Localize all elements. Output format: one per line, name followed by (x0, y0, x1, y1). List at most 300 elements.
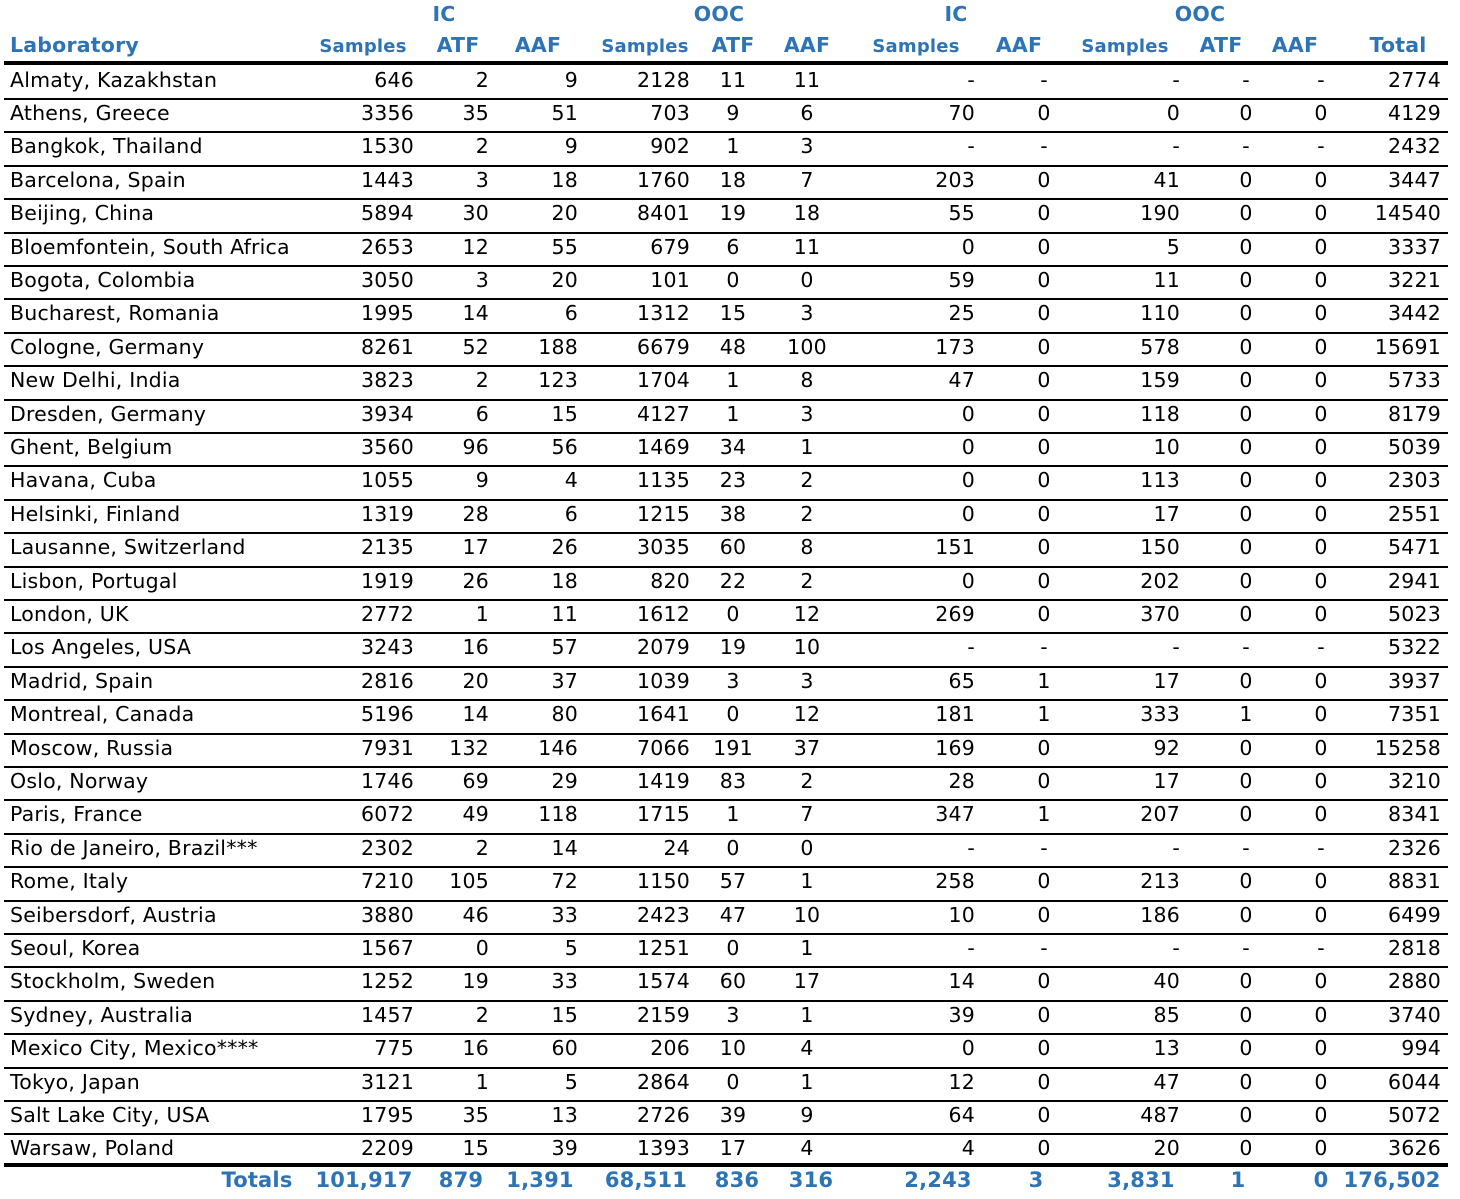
table-cell: 1312 (637, 301, 690, 326)
table-cell: 0 (1314, 201, 1328, 226)
table-cell: 1746 (361, 768, 414, 793)
table-cell: 60 (551, 1036, 578, 1061)
laboratory-name: Warsaw, Poland (10, 1136, 175, 1161)
table-cell: 69 (462, 768, 489, 793)
laboratory-name: New Delhi, India (10, 368, 181, 393)
table-cell: 14540 (1374, 201, 1441, 226)
table-cell: 37 (793, 735, 821, 760)
totals-cell: 1 (1230, 1168, 1246, 1192)
table-cell: 3442 (1388, 301, 1441, 326)
table-cell: 169 (935, 735, 975, 760)
table-cell: 14 (551, 835, 578, 860)
table-cell: 6499 (1388, 902, 1441, 927)
table-cell: 347 (935, 802, 975, 827)
table-cell: 0 (1314, 368, 1328, 393)
table-cell: 7210 (361, 869, 414, 894)
row-divider (4, 799, 1448, 801)
group-header: OOC (1174, 2, 1226, 26)
table-cell: 14 (462, 301, 489, 326)
table-cell: 333 (1140, 702, 1180, 727)
table-cell: 0 (1037, 969, 1051, 994)
totals-cell: 316 (788, 1168, 834, 1192)
table-cell: 1 (800, 1002, 814, 1027)
table-cell: 5322 (1388, 635, 1441, 660)
table-cell: 3 (800, 668, 814, 693)
table-cell: 2302 (361, 835, 414, 860)
table-cell: - (1242, 935, 1250, 960)
table-cell: 1419 (637, 768, 690, 793)
table-cell: 72 (551, 869, 578, 894)
column-header: Laboratory (10, 33, 139, 57)
row-divider (4, 298, 1448, 300)
table-cell: 1641 (637, 702, 690, 727)
laboratory-name: Rio de Janeiro, Brazil*** (10, 835, 258, 860)
table-cell: 0 (1314, 902, 1328, 927)
totals-cell: 1,391 (506, 1168, 574, 1192)
table-cell: 2774 (1388, 67, 1441, 92)
table-cell: 15 (551, 1002, 578, 1027)
table-cell: 5196 (361, 702, 414, 727)
table-cell: 3243 (361, 635, 414, 660)
table-cell: 18 (551, 568, 578, 593)
table-cell: 1150 (637, 869, 690, 894)
column-header: AAF (995, 33, 1043, 57)
table-cell: 1 (726, 134, 740, 159)
table-cell: 7 (800, 802, 814, 827)
table-cell: 0 (1239, 735, 1253, 760)
table-cell: 0 (1037, 869, 1051, 894)
table-cell: 6 (475, 401, 489, 426)
table-cell: 96 (462, 434, 489, 459)
table-cell: - (1242, 134, 1250, 159)
column-header: Samples (601, 36, 689, 57)
table-cell: 3447 (1388, 167, 1441, 192)
laboratory-name: Los Angeles, USA (10, 635, 192, 660)
table-cell: 57 (551, 635, 578, 660)
table-cell: 56 (551, 434, 578, 459)
table-cell: 18 (793, 201, 821, 226)
table-cell: 23 (719, 468, 747, 493)
table-cell: 0 (726, 935, 740, 960)
table-cell: 1574 (637, 969, 690, 994)
row-divider (4, 866, 1448, 868)
table-cell: 258 (935, 869, 975, 894)
totals-cell: 3 (1028, 1168, 1044, 1192)
table-cell: 9 (564, 134, 578, 159)
table-cell: 8831 (1388, 869, 1441, 894)
row-divider (4, 1133, 1448, 1135)
table-cell: 0 (1037, 201, 1051, 226)
table-cell: 30 (462, 201, 489, 226)
table-cell: 1 (800, 935, 814, 960)
table-cell: 8401 (637, 201, 690, 226)
table-cell: 0 (1037, 1069, 1051, 1094)
table-cell: 33 (551, 902, 578, 927)
table-cell: 207 (1140, 802, 1180, 827)
table-cell: 18 (551, 167, 578, 192)
table-cell: 113 (1140, 468, 1180, 493)
table-cell: 775 (374, 1036, 414, 1061)
laboratory-name: Bucharest, Romania (10, 301, 220, 326)
table-cell: 0 (726, 601, 740, 626)
table-cell: 2 (475, 67, 489, 92)
table-cell: 679 (650, 234, 690, 259)
table-cell: 2 (800, 501, 814, 526)
table-cell: 0 (961, 501, 975, 526)
table-cell: 0 (961, 401, 975, 426)
table-cell: 15 (719, 301, 747, 326)
table-cell: 6044 (1388, 1069, 1441, 1094)
totals-label: Totals (221, 1168, 293, 1192)
table-cell: - (1317, 635, 1325, 660)
table-cell: - (1242, 67, 1250, 92)
table-cell: 49 (462, 802, 489, 827)
table-cell: 1704 (637, 368, 690, 393)
column-header: Samples (319, 36, 407, 57)
table-cell: 2 (800, 468, 814, 493)
laboratory-name: Salt Lake City, USA (10, 1102, 210, 1127)
table-cell: 0 (1239, 902, 1253, 927)
table-cell: 0 (1239, 1102, 1253, 1127)
table-cell: 0 (1239, 802, 1253, 827)
table-cell: 11 (793, 234, 821, 259)
table-cell: - (1172, 835, 1180, 860)
table-cell: 181 (935, 702, 975, 727)
table-cell: 213 (1140, 869, 1180, 894)
table-cell: 0 (1037, 735, 1051, 760)
table-cell: 60 (719, 969, 747, 994)
table-cell: 0 (475, 935, 489, 960)
table-cell: 5039 (1388, 434, 1441, 459)
table-cell: 0 (1314, 668, 1328, 693)
row-divider (4, 332, 1448, 334)
table-cell: 0 (1314, 802, 1328, 827)
table-cell: 0 (1037, 568, 1051, 593)
table-cell: 22 (719, 568, 747, 593)
table-cell: 8341 (1388, 802, 1441, 827)
table-cell: 2326 (1388, 835, 1441, 860)
laboratory-name: Ghent, Belgium (10, 434, 173, 459)
laboratory-name: Paris, France (10, 802, 143, 827)
row-divider (4, 131, 1448, 133)
table-cell: 6679 (637, 334, 690, 359)
table-cell: 1443 (361, 167, 414, 192)
table-cell: 0 (1037, 1102, 1051, 1127)
table-cell: 0 (1037, 334, 1051, 359)
table-cell: 3880 (361, 902, 414, 927)
table-cell: 6 (800, 100, 814, 125)
table-cell: 59 (948, 267, 975, 292)
column-header: ATF (436, 33, 480, 57)
table-cell: 0 (1239, 1069, 1253, 1094)
row-divider (4, 265, 1448, 267)
table-cell: 47 (948, 368, 975, 393)
table-cell: 3 (800, 134, 814, 159)
laboratory-name: Seoul, Korea (10, 935, 141, 960)
table-cell: 35 (462, 1102, 489, 1127)
table-cell: 0 (1037, 368, 1051, 393)
table-cell: 2818 (1388, 935, 1441, 960)
table-cell: 110 (1140, 301, 1180, 326)
table-cell: 370 (1140, 601, 1180, 626)
table-cell: 7066 (637, 735, 690, 760)
table-cell: 0 (1239, 969, 1253, 994)
row-divider (4, 966, 1448, 968)
table-cell: 24 (663, 835, 690, 860)
table-cell: 203 (935, 167, 975, 192)
laboratory-name: Rome, Italy (10, 869, 129, 894)
table-cell: 0 (1314, 568, 1328, 593)
column-header: Samples (1081, 36, 1169, 57)
table-cell: 0 (1239, 100, 1253, 125)
table-cell: - (1172, 134, 1180, 159)
row-divider (4, 766, 1448, 768)
table-cell: 1 (1037, 702, 1051, 727)
table-cell: 2726 (637, 1102, 690, 1127)
table-cell: 0 (1314, 334, 1328, 359)
table-cell: 1 (726, 401, 740, 426)
table-cell: 39 (551, 1136, 578, 1161)
table-cell: - (1040, 134, 1048, 159)
table-cell: 206 (650, 1036, 690, 1061)
table-cell: 0 (1239, 234, 1253, 259)
table-cell: 2432 (1388, 134, 1441, 159)
table-cell: 1760 (637, 167, 690, 192)
column-header: AAF (783, 33, 831, 57)
table-cell: 7351 (1388, 702, 1441, 727)
table-cell: 0 (1314, 1102, 1328, 1127)
table-cell: 5894 (361, 201, 414, 226)
table-cell: 15 (551, 401, 578, 426)
table-cell: 20 (551, 267, 578, 292)
table-cell: - (1172, 635, 1180, 660)
table-cell: 994 (1401, 1036, 1441, 1061)
table-cell: 100 (787, 334, 827, 359)
table-cell: 0 (1037, 468, 1051, 493)
table-cell: 14 (462, 702, 489, 727)
column-header: Samples (872, 36, 960, 57)
table-cell: 1039 (637, 668, 690, 693)
table-cell: 17 (719, 1136, 747, 1161)
laboratory-name: Helsinki, Finland (10, 501, 181, 526)
table-cell: 4129 (1388, 100, 1441, 125)
table-cell: 7 (800, 167, 814, 192)
table-cell: 0 (1037, 434, 1051, 459)
table-cell: 3 (726, 668, 740, 693)
row-divider (4, 165, 1448, 167)
table-cell: - (967, 134, 975, 159)
table-cell: 3221 (1388, 267, 1441, 292)
laboratory-name: Madrid, Spain (10, 668, 154, 693)
group-header: OOC (693, 2, 745, 26)
table-cell: - (1040, 67, 1048, 92)
row-divider (4, 499, 1448, 501)
table-cell: 10 (793, 902, 821, 927)
row-divider (4, 666, 1448, 668)
table-cell: 20 (551, 201, 578, 226)
table-cell: 1 (800, 869, 814, 894)
laboratory-name: Oslo, Norway (10, 768, 149, 793)
table-cell: 13 (1153, 1036, 1180, 1061)
table-cell: 186 (1140, 902, 1180, 927)
laboratory-name: Stockholm, Sweden (10, 969, 216, 994)
table-cell: 6 (564, 301, 578, 326)
table-cell: - (1242, 835, 1250, 860)
table-cell: 83 (719, 768, 747, 793)
table-cell: 5 (1166, 234, 1180, 259)
row-divider (4, 365, 1448, 367)
table-cell: 101 (650, 267, 690, 292)
table-cell: 5733 (1388, 368, 1441, 393)
table-cell: 25 (948, 301, 975, 326)
table-cell: 269 (935, 601, 975, 626)
table-cell: 20 (1153, 1136, 1180, 1161)
totals-cell: 879 (438, 1168, 484, 1192)
table-cell: 151 (935, 535, 975, 560)
table-cell: 5023 (1388, 601, 1441, 626)
table-cell: 1215 (637, 501, 690, 526)
table-cell: 2 (475, 134, 489, 159)
table-cell: 0 (1037, 267, 1051, 292)
table-cell: 39 (948, 1002, 975, 1027)
laboratory-name: Dresden, Germany (10, 401, 207, 426)
table-cell: 0 (1037, 234, 1051, 259)
table-cell: 46 (462, 902, 489, 927)
totals-rule (4, 1163, 1448, 1167)
table-cell: 0 (726, 267, 740, 292)
table-cell: 2 (475, 835, 489, 860)
table-cell: 60 (719, 535, 747, 560)
table-cell: 3 (800, 401, 814, 426)
table-cell: 0 (1239, 334, 1253, 359)
table-cell: 0 (1239, 601, 1253, 626)
table-cell: 1 (1037, 668, 1051, 693)
column-header: ATF (711, 33, 755, 57)
laboratory-name: Tokyo, Japan (10, 1069, 141, 1094)
table-cell: 33 (551, 969, 578, 994)
table-cell: 118 (538, 802, 578, 827)
table-cell: 15691 (1374, 334, 1441, 359)
table-cell: 0 (726, 835, 740, 860)
table-cell: 0 (1037, 601, 1051, 626)
table-cell: - (1040, 935, 1048, 960)
table-cell: 191 (713, 735, 753, 760)
table-cell: 173 (935, 334, 975, 359)
table-cell: 13 (551, 1102, 578, 1127)
table-cell: 34 (719, 434, 747, 459)
totals-cell: 2,243 (904, 1168, 972, 1192)
table-cell: 17 (1153, 668, 1180, 693)
table-cell: 2079 (637, 635, 690, 660)
table-cell: 51 (551, 100, 578, 125)
table-cell: 0 (1037, 768, 1051, 793)
table-cell: 20 (462, 668, 489, 693)
totals-cell: 0 (1313, 1168, 1329, 1192)
table-cell: 1715 (637, 802, 690, 827)
table-cell: 2303 (1388, 468, 1441, 493)
table-cell: 3 (475, 167, 489, 192)
table-cell: 2423 (637, 902, 690, 927)
table-cell: 0 (1239, 201, 1253, 226)
table-cell: 0 (800, 835, 814, 860)
table-cell: 0 (1239, 568, 1253, 593)
laboratory-name: Havana, Cuba (10, 468, 157, 493)
table-cell: 5 (564, 1069, 578, 1094)
table-cell: - (967, 67, 975, 92)
table-cell: 11 (551, 601, 578, 626)
table-cell: 0 (1314, 702, 1328, 727)
table-cell: 2159 (637, 1002, 690, 1027)
table-cell: 0 (1314, 869, 1328, 894)
table-cell: 0 (1037, 501, 1051, 526)
table-cell: 3823 (361, 368, 414, 393)
table-cell: 902 (650, 134, 690, 159)
laboratory-name: London, UK (10, 601, 129, 626)
table-cell: 29 (551, 768, 578, 793)
table-cell: 0 (1239, 167, 1253, 192)
table-cell: 2135 (361, 535, 414, 560)
table-cell: 3937 (1388, 668, 1441, 693)
table-cell: 0 (1314, 768, 1328, 793)
table-cell: 4127 (637, 401, 690, 426)
laboratory-name: Moscow, Russia (10, 735, 174, 760)
laboratory-name: Cologne, Germany (10, 334, 205, 359)
table-cell: 2 (475, 1002, 489, 1027)
table-cell: 1995 (361, 301, 414, 326)
table-cell: 80 (551, 702, 578, 727)
table-cell: 0 (1239, 267, 1253, 292)
table-cell: 1055 (361, 468, 414, 493)
table-cell: 8261 (361, 334, 414, 359)
table-cell: 487 (1140, 1102, 1180, 1127)
table-cell: 118 (1140, 401, 1180, 426)
table-cell: 0 (1239, 668, 1253, 693)
table-cell: 9 (564, 67, 578, 92)
table-cell: 0 (1314, 535, 1328, 560)
table-cell: 0 (1037, 1036, 1051, 1061)
table-cell: - (1040, 835, 1048, 860)
table-cell: 2209 (361, 1136, 414, 1161)
table-cell: 6 (726, 234, 740, 259)
table-cell: 2816 (361, 668, 414, 693)
table-cell: 12 (948, 1069, 975, 1094)
table-cell: 3050 (361, 267, 414, 292)
table-cell: 19 (462, 969, 489, 994)
table-cell: 1393 (637, 1136, 690, 1161)
row-divider (4, 98, 1448, 100)
table-cell: 0 (1314, 501, 1328, 526)
table-cell: - (1242, 635, 1250, 660)
table-cell: 0 (1239, 368, 1253, 393)
table-cell: 0 (1166, 100, 1180, 125)
row-divider (4, 933, 1448, 935)
table-cell: - (1172, 935, 1180, 960)
table-cell: 9 (475, 468, 489, 493)
table-cell: 1795 (361, 1102, 414, 1127)
table-cell: 11 (1153, 267, 1180, 292)
table-cell: 1 (475, 1069, 489, 1094)
table-cell: 3121 (361, 1069, 414, 1094)
table-cell: 16 (462, 635, 489, 660)
table-cell: 0 (961, 234, 975, 259)
table-cell: 0 (1239, 401, 1253, 426)
table-cell: 1457 (361, 1002, 414, 1027)
row-divider (4, 1000, 1448, 1002)
table-cell: 0 (1314, 434, 1328, 459)
table-cell: 0 (1314, 167, 1328, 192)
table-cell: 12 (793, 702, 821, 727)
table-cell: 55 (948, 201, 975, 226)
